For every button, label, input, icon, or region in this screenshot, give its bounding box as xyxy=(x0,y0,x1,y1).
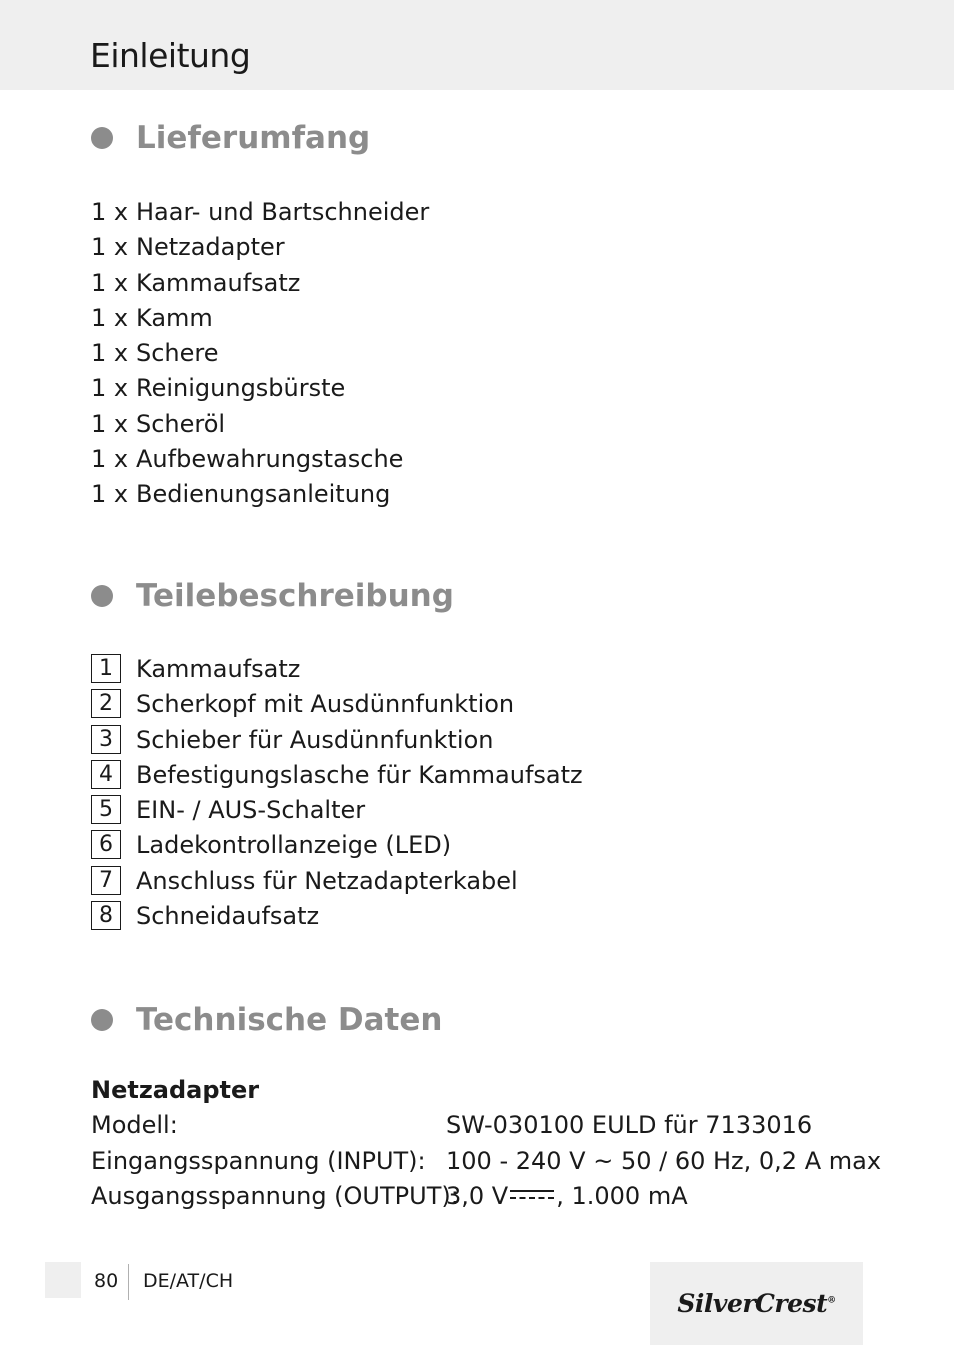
section-title: Teilebeschreibung xyxy=(136,578,454,614)
list-item xyxy=(91,230,911,265)
list-item xyxy=(91,477,911,512)
item-qty: 1 x xyxy=(91,303,129,332)
part-label: Schneidaufsatz xyxy=(136,902,320,931)
item-qty: 1 x xyxy=(91,233,129,262)
part-item xyxy=(91,758,911,793)
part-number-box: 1 xyxy=(91,654,121,683)
part-number-box: 4 xyxy=(91,760,121,789)
scope-list xyxy=(91,195,911,513)
part-label: Ladekontrollanzeige (LED) xyxy=(136,831,452,860)
part-item xyxy=(91,828,911,863)
item-label: Schere xyxy=(136,339,219,368)
part-item xyxy=(91,652,911,687)
footer-divider xyxy=(128,1264,129,1300)
part-item xyxy=(91,723,911,758)
part-label: Befestigungslasche für Kammaufsatz xyxy=(136,760,583,789)
item-qty: 1 x xyxy=(91,445,129,474)
item-qty: 1 x xyxy=(91,409,129,438)
item-label: Netzadapter xyxy=(136,233,285,262)
part-number-box: 8 xyxy=(91,901,121,930)
part-label: Scherkopf mit Ausdünnfunktion xyxy=(136,690,515,719)
list-item xyxy=(91,336,911,371)
list-item xyxy=(91,266,911,301)
part-number-box: 5 xyxy=(91,795,121,824)
list-item xyxy=(91,195,911,230)
parts-list xyxy=(91,652,911,934)
spec-key: Eingangsspannung (INPUT): xyxy=(91,1147,426,1175)
item-qty: 1 x xyxy=(91,480,129,509)
list-item xyxy=(91,371,911,406)
list-item xyxy=(91,301,911,336)
item-label: Kamm xyxy=(136,303,213,332)
tech-subheading: Netzadapter xyxy=(91,1076,260,1104)
item-qty: 1 x xyxy=(91,339,129,368)
part-item xyxy=(91,687,911,722)
country-codes: DE/AT/CH xyxy=(143,1270,234,1292)
section-title: Technische Daten xyxy=(136,1002,443,1038)
section-heading-parts xyxy=(91,576,454,616)
page-number: 80 xyxy=(94,1270,119,1292)
spec-value: SW-030100 EULD für 7133016 xyxy=(446,1111,813,1139)
part-label: Schieber für Ausdünnfunktion xyxy=(136,725,494,754)
section-title: Lieferumfang xyxy=(136,120,371,156)
page-title: Einleitung xyxy=(90,36,251,75)
item-label: Kammaufsatz xyxy=(136,268,301,297)
direct-current-icon xyxy=(510,1188,554,1202)
item-label: Aufbewahrungstasche xyxy=(136,445,404,474)
spec-key: Ausgangsspannung (OUTPUT): xyxy=(91,1182,459,1210)
brand-name: SilverCrest xyxy=(677,1289,828,1318)
bullet-icon xyxy=(91,127,113,149)
part-number-box: 2 xyxy=(91,689,121,718)
spec-value xyxy=(446,1182,688,1210)
spec-key: Modell: xyxy=(91,1111,178,1139)
part-label: Kammaufsatz xyxy=(136,655,301,683)
footer-marker xyxy=(45,1262,81,1298)
item-label: Reinigungsbürste xyxy=(136,374,346,403)
part-item xyxy=(91,864,911,899)
bullet-icon xyxy=(91,1009,113,1031)
spec-row-input xyxy=(91,1147,911,1183)
item-label: Bedienungsanleitung xyxy=(136,480,391,509)
section-heading-scope xyxy=(91,118,370,158)
part-number-box: 3 xyxy=(91,725,121,754)
spec-row-model xyxy=(91,1111,911,1147)
part-item xyxy=(91,793,911,828)
list-item xyxy=(91,442,911,477)
item-label: Scheröl xyxy=(136,409,226,438)
brand-trademark: ® xyxy=(827,1295,836,1306)
part-item xyxy=(91,899,911,934)
item-qty: 1 x xyxy=(91,374,129,403)
spec-row-output xyxy=(91,1182,911,1218)
item-label: Haar- und Bartschneider xyxy=(136,198,430,226)
brand-logo xyxy=(677,1289,835,1318)
part-number-box: 7 xyxy=(91,866,121,895)
spec-value: 100 - 240 V ~ 50 / 60 Hz, 0,2 A max xyxy=(446,1147,882,1175)
spec-value-current: , 1.000 mA xyxy=(556,1182,688,1210)
item-qty: 1 x xyxy=(91,198,129,226)
section-heading-tech xyxy=(91,1000,442,1040)
spec-value-voltage: 3,0 V xyxy=(446,1182,509,1210)
bullet-icon xyxy=(91,585,113,607)
part-number-box: 6 xyxy=(91,830,121,859)
brand-logo-box xyxy=(650,1262,863,1345)
part-label: EIN- / AUS-Schalter xyxy=(136,796,366,825)
list-item xyxy=(91,407,911,442)
part-label: Anschluss für Netzadapterkabel xyxy=(136,866,518,895)
item-qty: 1 x xyxy=(91,268,129,297)
